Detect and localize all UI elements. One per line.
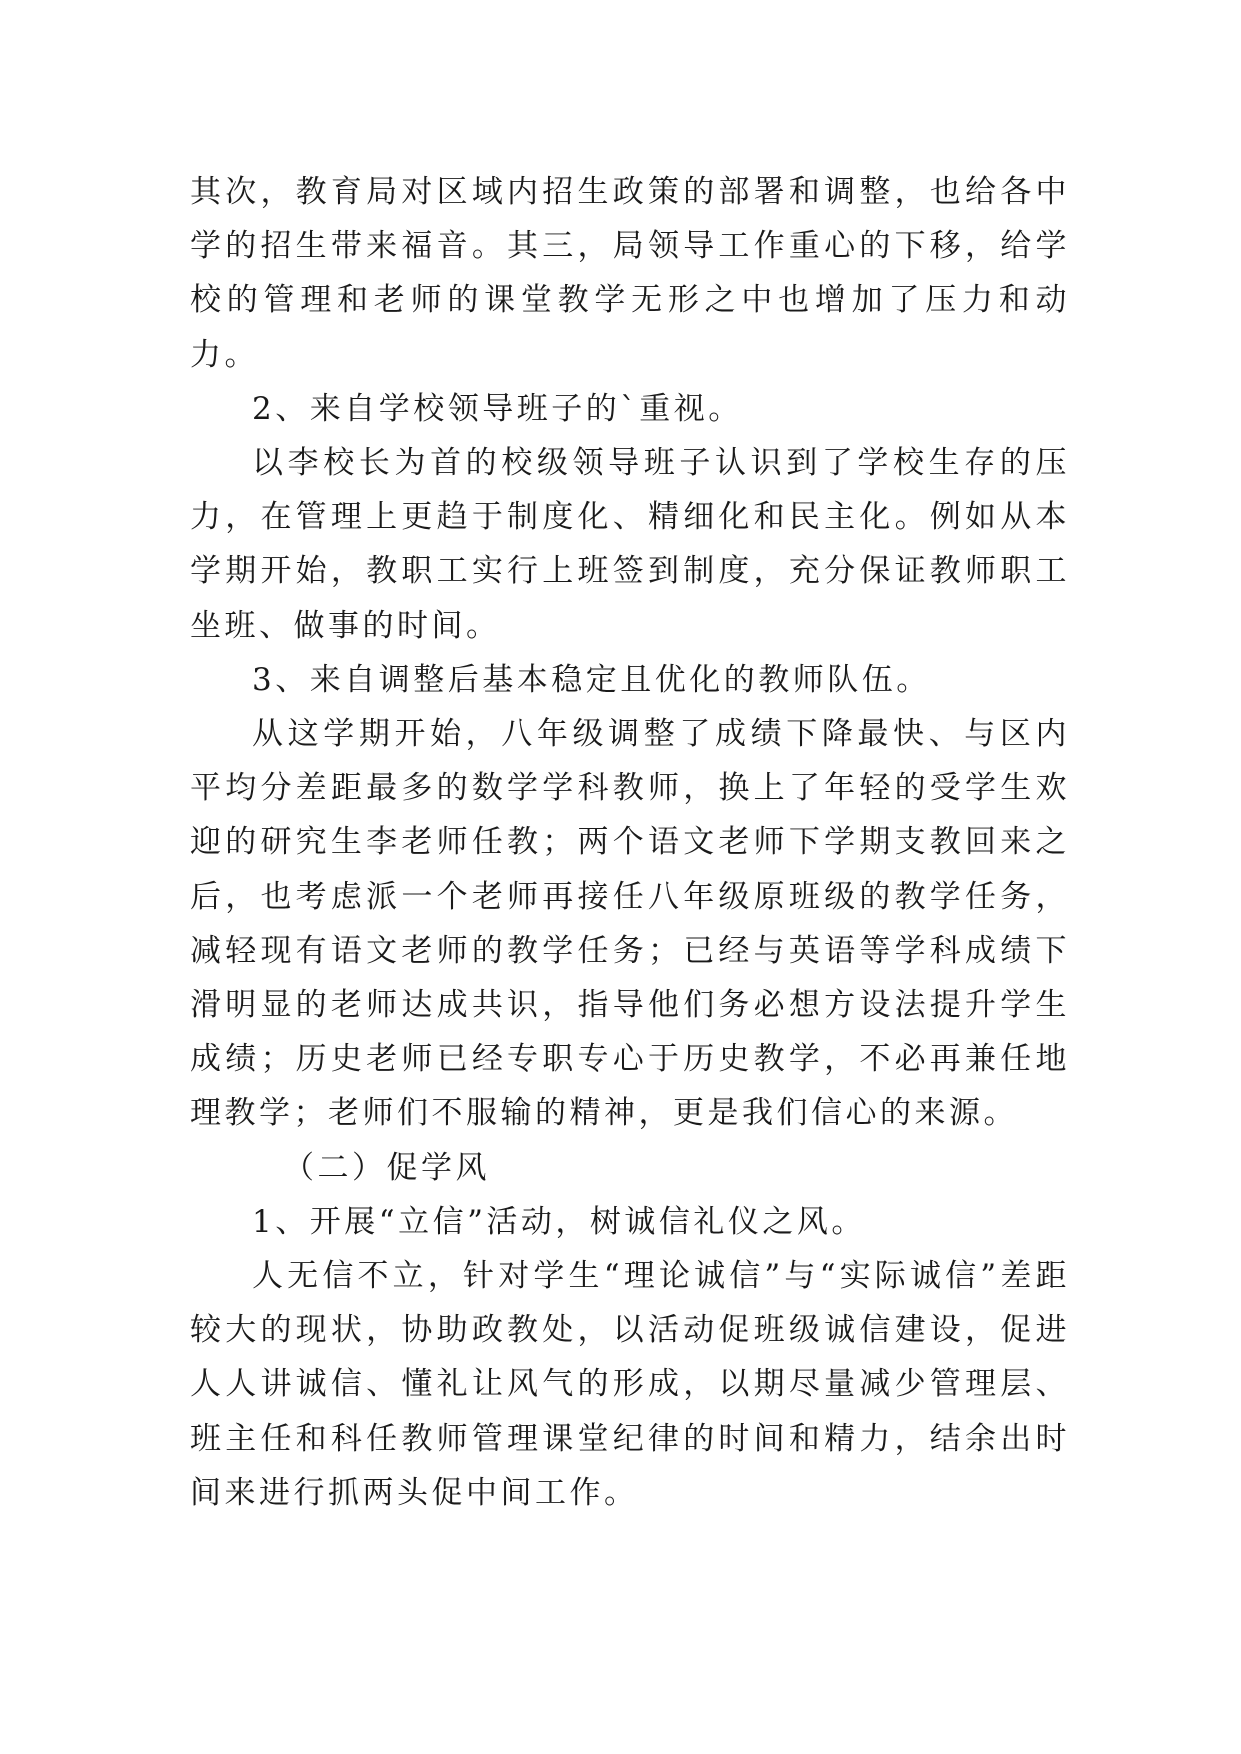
heading-integrity-activity: 1、开展“立信”活动，树诚信礼仪之风。: [252, 1203, 866, 1240]
paragraph-leadership-management: 以李校长为首的校级领导班子认识到了学校生存的压力，在管理上更趋于制度化、精细化和民主化。例如从本学期开始，教职工实行上班签到制度，充分保证教师职工坐班、做事的时间。: [190, 445, 1070, 644]
heading-teacher-team: 3、来自调整后基本稳定且优化的教师队伍。: [252, 661, 931, 698]
section-heading-study-style: （二）促学风: [283, 1149, 490, 1186]
paragraph-admission-policy: 其次，教育局对区域内招生政策的部署和调整，也给各中学的招生带来福音。其三，局领导工作重心的下移，给学校的管理和老师的课堂教学无形之中也增加了压力和动力。: [190, 174, 1070, 373]
paragraph-integrity-building: 人无信不立，针对学生“理论诚信”与“实际诚信”差距较大的现状，协助政教处，以活动促班级诚信建设，促进人人讲诚信、懂礼让风气的形成，以期尽量减少管理层、班主任和科任教师管理课堂纪律的时间和精力，结余出时间来进行抓两头促中间工作。: [190, 1258, 1070, 1511]
paragraph-teacher-adjustment: 从这学期开始，八年级调整了成绩下降最快、与区内平均分差距最多的数学学科教师，换上了年轻的受学生欢迎的研究生李老师任教；两个语文老师下学期支教回来之后，也考虑派一个老师再接任八年级原班级的教学任务，减轻现有语文老师的教学任务；已经与英语等学科成绩下滑明显的老师达成共识，指导他们务必想方设法提升学生成绩；历史老师已经专职专心于历史教学，不必再兼任地理教学；老师们不服输的精神，更是我们信心的来源。: [190, 716, 1070, 1132]
heading-leadership-attention: 2、来自学校领导班子的`重视。: [252, 390, 743, 427]
document-body: [190, 165, 1070, 1520]
